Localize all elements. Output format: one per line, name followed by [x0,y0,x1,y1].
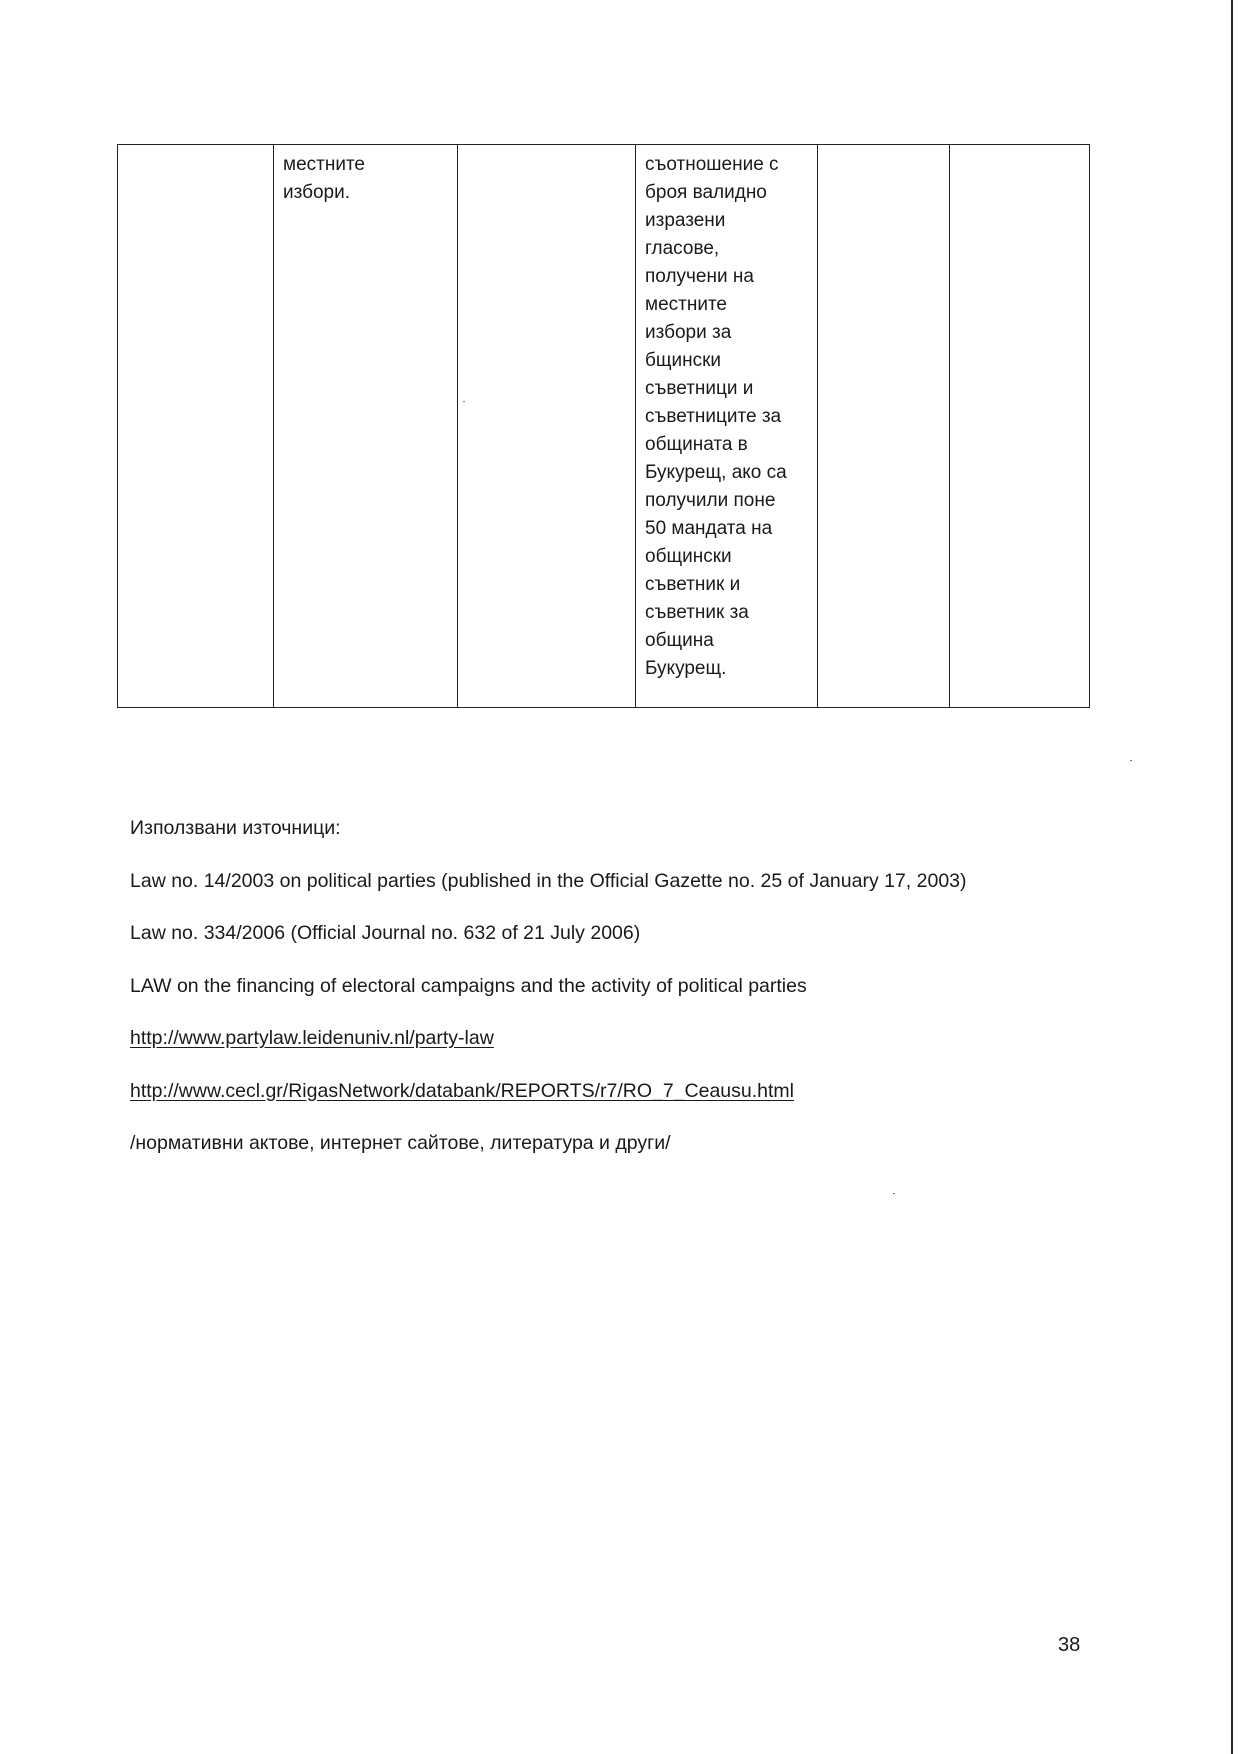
table-cell [818,145,950,708]
source-link-row [130,1078,1130,1104]
sources-note: /нормативни актове, интернет сайтове, литература и други/ [130,1132,671,1154]
table-cell [118,145,274,708]
table-cell [636,145,818,708]
source-link-row [130,1025,1130,1051]
table-cell [274,145,458,708]
table-row [118,145,1090,708]
source-item: Law no. 14/2003 on political parties (published in the Official Gazette no. 25 of January 17, 2003) [130,869,967,892]
cell-text: местните избори. [283,154,365,203]
scan-speck [1130,760,1132,761]
source-link[interactable]: http://www.cecl.gr/RigasNetwork/databank/REPORTS/r7/RO_7_Ceausu.html [130,1079,794,1102]
source-link[interactable]: http://www.partylaw.leidenuniv.nl/party-law [130,1027,494,1049]
scan-edge-line [1231,0,1233,1754]
scan-speck [893,1193,895,1194]
source-item: Law no. 334/2006 (Official Journal no. 632 of 21 July 2006) [130,922,641,944]
sources-heading: Използвани източници: [130,817,341,839]
source-item: LAW on the financing of electoral campaigns and the activity of political parties [130,974,807,997]
page-number: 38 [1058,1634,1081,1656]
table-cell [950,145,1090,708]
continuation-table [117,144,1090,708]
cell-text: съотношение с броя валидно изразени гласове, получени на местните избори за бщински съветници и съветниците за общината в Букурещ, ако са получили поне 50 мандата на общински съветник и съветник за община Букурещ. [645,154,787,679]
sources-section [130,815,1130,1183]
table-cell [458,145,636,708]
